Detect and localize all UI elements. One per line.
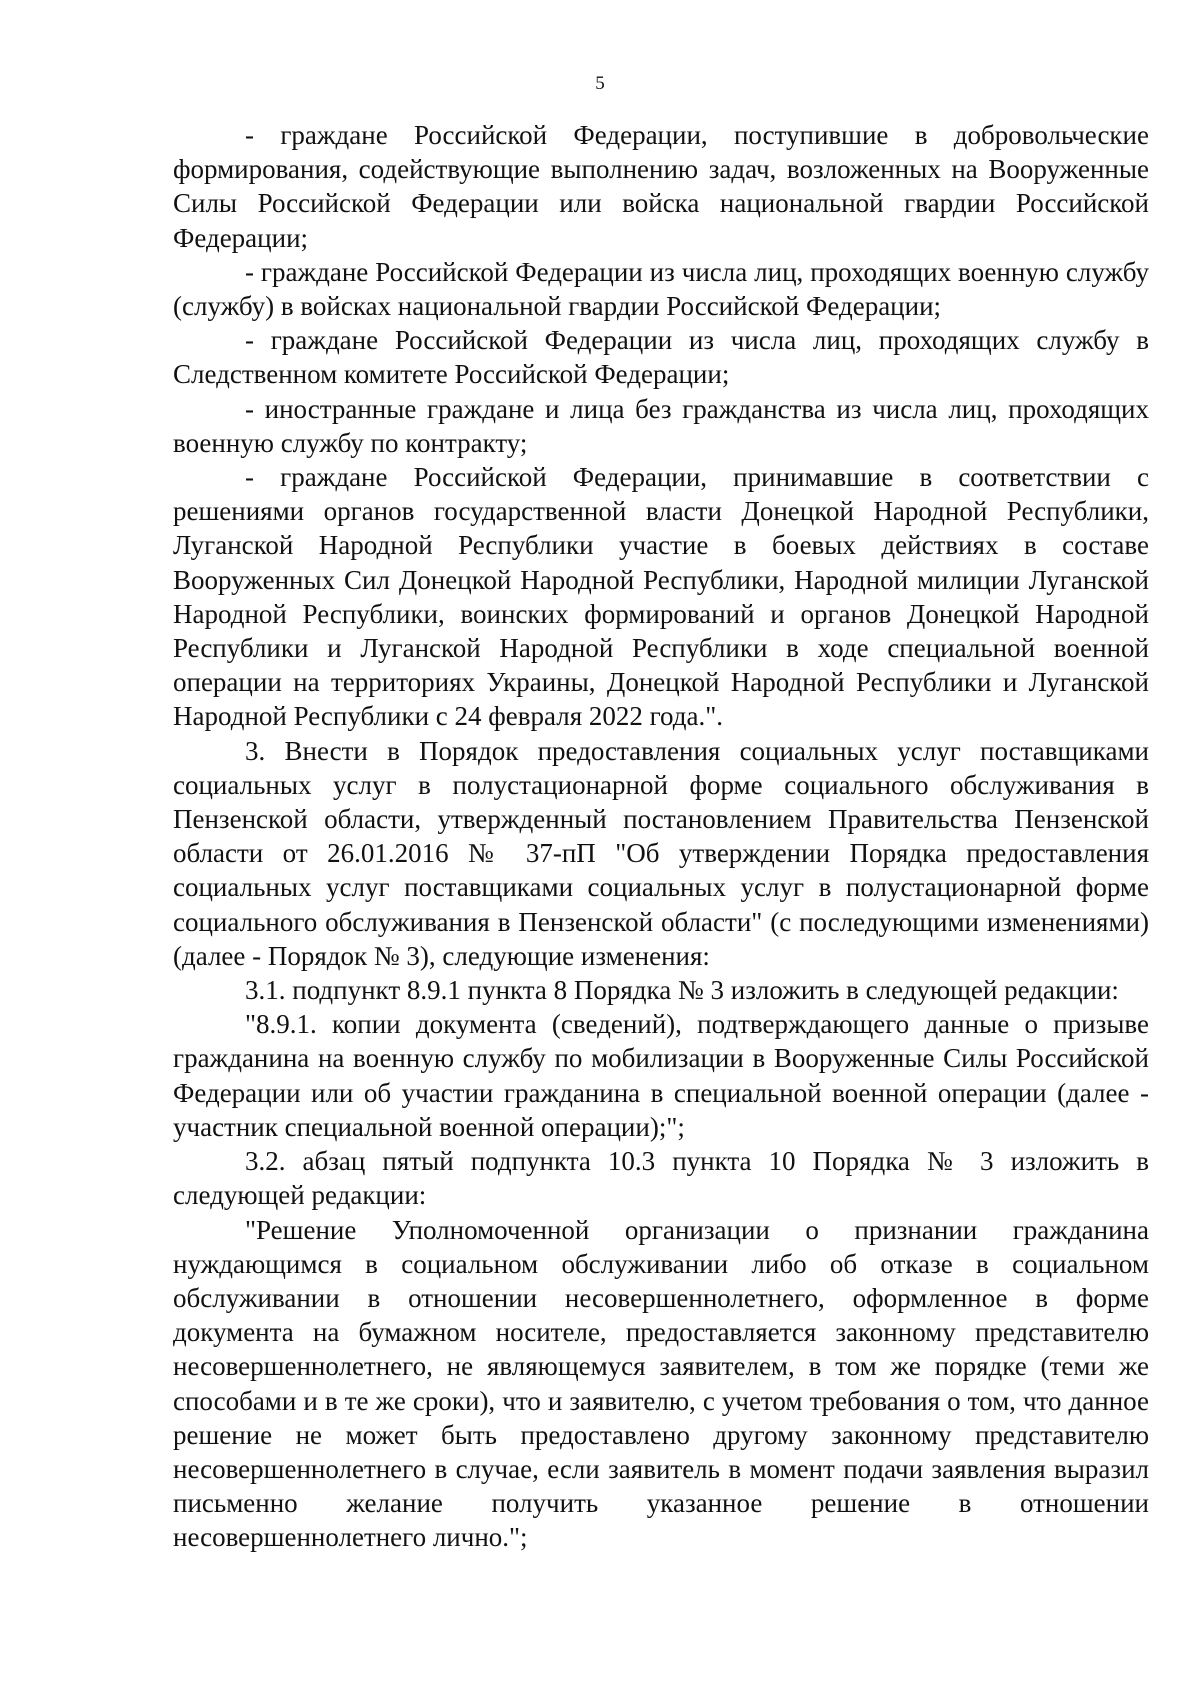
quoted-clause-10-3: "Решение Уполномоченной организации о признании гражданина нуждающимся в социальном обслуживании либо об отказе в социальном обслуживании в отношении несовершеннолетнего, оформленное в форме документа на бумажном носителе, предоставляется законному представителю несовершеннолетнего, не являющемуся заявителем, в том же порядке (теми же способами и в те же сроки), что и заявителю, с учетом требования о том, что данное решение не может быть предоставлено другому законному представителю несовершеннолетнего в случае, если заявитель в момент подачи заявления выразил письменно желание получить указанное решение в отношении несовершеннолетнего лично."; <box>173 1214 1149 1553</box>
list-item-investigative-committee: - граждане Российской Федерации из числа лиц, проходящих службу в Следственном комитете Российской Федерации; <box>173 325 1149 390</box>
paragraph-item-3: 3. Внести в Порядок предоставления социальных услуг поставщиками социальных услуг в полустационарной форме социального обслуживания в Пензенской области, утвержденный постановлением Правительства Пензенской области от 26.01.2016 № 37-пП "Об утверждении Порядка предоставления социальных услуг поставщиками социальных услуг в полустационарной форме социального обслуживания в Пензенской области" (с последующими изменениями) (далее - Порядок № 3), следующие изменения: <box>173 735 1149 971</box>
list-item-volunteer-formations: - граждане Российской Федерации, поступившие в добровольческие формирования, содействующие выполнению задач, возложенных на Вооруженные Силы Российской Федерации или войска национальной гвардии Российской Федерации; <box>173 120 1149 253</box>
paragraph-item-3-2: 3.2. абзац пятый подпункта 10.3 пункта 10 Порядка № 3 изложить в следующей редакции: <box>173 1146 1149 1211</box>
paragraph-item-3-1: 3.1. подпункт 8.9.1 пункта 8 Порядка № 3 изложить в следующей редакции: <box>245 975 1119 1006</box>
list-item-foreign-citizens: - иностранные граждане и лица без гражданства из числа лиц, проходящих военную службу по контракту; <box>173 393 1149 458</box>
list-item-national-guard: - граждане Российской Федерации из числа лиц, проходящих военную службу (службу) в войсках национальной гвардии Российской Федерации; <box>173 256 1149 322</box>
document-body <box>173 118 1149 1555</box>
list-item-dnr-lnr-participants: - граждане Российской Федерации, принимавшие в соответствии с решениями органов государственной власти Донецкой Народной Республики, Луганской Народной Республики участие в боевых действиях в составе Вооруженных Сил Донецкой Народной Республики, Народной милиции Луганской Народной Республики, воинских формирований и органов Донецкой Народной Республики и Луганской Народной Республики в ходе специальной военной операции на территориях Украины, Донецкой Народной Республики и Луганской Народной Республики с 24 февраля 2022 года.". <box>173 462 1149 732</box>
page-number: 5 <box>595 73 605 94</box>
quoted-clause-8-9-1: "8.9.1. копии документа (сведений), подтверждающего данные о призыве гражданина на военную службу по мобилизации в Вооруженные Силы Российской Федерации или об участии гражданина в специальной военной операции (далее - участник специальной военной операции);"; <box>173 1009 1149 1142</box>
